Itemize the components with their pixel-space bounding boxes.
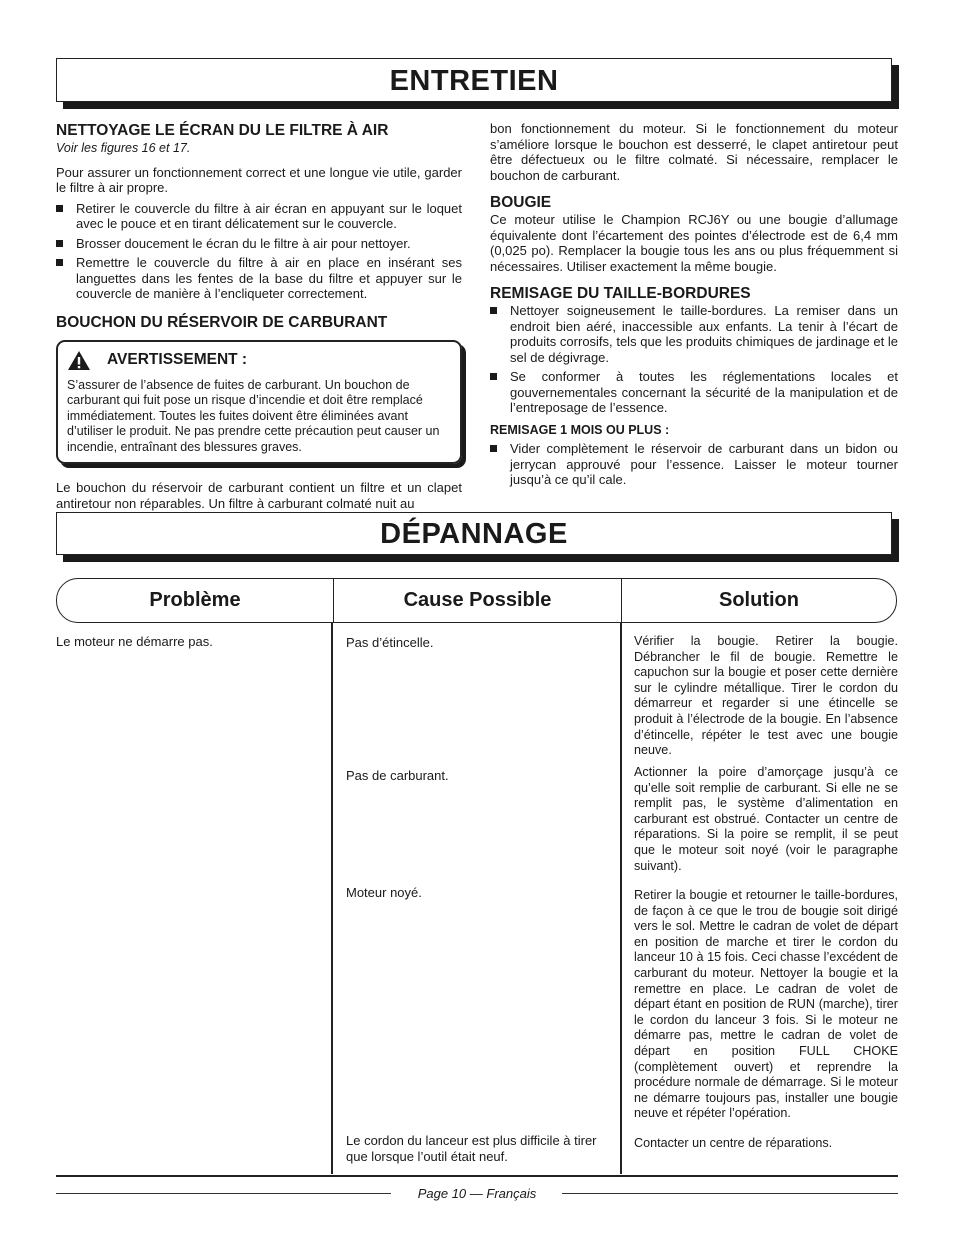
bullet-square-icon bbox=[56, 240, 63, 247]
list-item: Remettre le couvercle du filtre à air en place en insérant ses languettes dans les fentes de la base du filtre et appuyer sur le couvercle de manière à l’encliqueter correctement. bbox=[56, 255, 462, 302]
list-item: Vider complètement le réservoir de carburant dans un bidon ou jerrycan approuvé pour l’essence. Laisser le moteur tourner jusqu’à ce qu’il cale. bbox=[490, 441, 898, 488]
storage-steps bbox=[490, 303, 898, 416]
list-item: Nettoyer soigneusement le taille-bordures. La remiser dans un endroit bien aéré, inaccessible aux enfants. La tenir à l’écart de produits corrosifs, tels que les produits chimiques de jardinage et le sel de dégivrage. bbox=[490, 303, 898, 365]
problem-cell: Le moteur ne démarre pas. bbox=[56, 634, 213, 649]
storage-month-steps bbox=[490, 441, 898, 488]
warning-title: AVERTISSEMENT : bbox=[107, 351, 248, 369]
list-item: Brosser doucement le écran du le filtre à air pour nettoyer. bbox=[56, 236, 462, 252]
solution-cell: Contacter un centre de réparations. bbox=[634, 1136, 833, 1150]
figure-reference: Voir les figures 16 et 17. bbox=[56, 141, 191, 155]
warning-text: S’assurer de l’absence de fuites de carburant. Un bouchon de carburant qui fuit pose un risque d’incendie et doit être remplacé immédiatement. Toutes les fuites doivent être éliminées avant d’utiliser le produit. Ne pas prendre cette précaution peut causer un incendie, entraînant des blessures graves. bbox=[67, 377, 440, 454]
left-column bbox=[56, 122, 462, 511]
solution-cell: Vérifier la bougie. Retirer la bougie. Débrancher le fil de bougie. Remettre le capuchon sur la bougie et poser cette dernière sur le cylindre métallique. Tirer le cordon du démarreur et regarder si une étincelle se produit à l’électrode de la bougie. En l’absence d’étincelle, répéter le test avec une bougie neuve. bbox=[634, 634, 898, 758]
filter-heading: NETTOYAGE LE ÉCRAN DU LE FILTRE À AIR bbox=[56, 122, 389, 139]
spark-plug-text: Ce moteur utilise le Champion RCJ6Y ou une bougie d’allumage équivalente dont l’écartement des pointes d’électrode est de 6,4 mm (0,025 po). Remplacer la bougie tous les ans ou plus fréquemment si nécessaires. Utiliser exactement la même bougie. bbox=[490, 212, 898, 274]
fuel-cap-heading: BOUCHON DU RÉSERVOIR DE CARBURANT bbox=[56, 313, 388, 331]
bullet-square-icon bbox=[56, 205, 63, 212]
cause-cell: Le cordon du lanceur est plus difficile à tirer que lorsque l’outil était neuf. bbox=[346, 1133, 597, 1164]
column-header-solution: Solution bbox=[719, 589, 799, 611]
bullet-square-icon bbox=[490, 445, 497, 452]
storage-month-heading: REMISAGE 1 MOIS OU PLUS : bbox=[490, 422, 670, 437]
troubleshooting-table-header bbox=[56, 578, 897, 623]
cause-cell: Moteur noyé. bbox=[346, 885, 422, 900]
filter-intro: Pour assurer un fonctionnement correct et une longue vie utile, garder le filtre à air propre. bbox=[56, 164, 462, 195]
table-bottom-rule bbox=[56, 1175, 898, 1177]
bullet-square-icon bbox=[56, 259, 63, 266]
column-header-cause: Cause Possible bbox=[334, 579, 622, 622]
right-column bbox=[490, 121, 898, 488]
bullet-square-icon bbox=[490, 373, 497, 380]
solution-cell: Actionner la poire d’amorçage jusqu’à ce qu’elle soit remplie de carburant. Si elle ne se remplit pas, le système d’alimentation en carburant est obstrué. Contacter un centre de réparations. Si la poire se remplit, il se peut que le moteur soit noyé (voir le paragraphe suivant). bbox=[634, 765, 898, 873]
storage-heading: REMISAGE DU TAILLE-BORDURES bbox=[490, 285, 751, 302]
warning-box bbox=[56, 340, 462, 465]
cause-cell: Pas d’étincelle. bbox=[346, 635, 434, 650]
page-footer: Page 10 — Français bbox=[417, 1186, 537, 1201]
bullet-square-icon bbox=[490, 307, 497, 314]
column-divider bbox=[331, 623, 333, 1174]
column-header-probleme: Problème bbox=[57, 579, 334, 622]
column-divider bbox=[620, 623, 622, 1174]
section-title-entretien: ENTRETIEN bbox=[56, 58, 892, 102]
list-item: Retirer le couvercle du filtre à air écran en appuyant sur le loquet avec le pouce et en tirant délicatement sur le couvercle. bbox=[56, 201, 462, 232]
warning-triangle-icon bbox=[67, 350, 91, 371]
list-item: Se conformer à toutes les réglementations locales et gouvernementales concernant la sécurité de la manipulation et de l’entreposage de l’essence. bbox=[490, 369, 898, 416]
cause-cell: Pas de carburant. bbox=[346, 768, 449, 783]
spark-plug-heading: BOUGIE bbox=[490, 194, 552, 211]
section-title-depannage: DÉPANNAGE bbox=[56, 512, 892, 555]
fuel-cap-text: Le bouchon du réservoir de carburant contient un filtre et un clapet antiretour non réparables. Un filtre à carburant colmaté nuit au bbox=[56, 480, 462, 511]
solution-cell: Retirer la bougie et retourner le taille-bordures, de façon à ce que le trou de bougie soit dirigé vers le sol. Mettre le cadran de volet de départ en position de marche et tirer le cordon du lanceur 10 à 15 fois. Ceci chasse l’excédent de carburant du moteur. Nettoyer la bougie et la remettre en place. Le cadran de volet de départ étant en position de RUN (marche), tirer le cordon du lanceur 3 fois. Si le moteur ne démarre pas, mettre le cadran de volet de départ en position FULL CHOKE (complètement ouvert) et reprendre la procédure normale de démarrage. Si le moteur ne démarre toujours pas, installer une bougie neuve et répéter l’opération. bbox=[634, 888, 898, 1121]
filter-steps bbox=[56, 201, 462, 302]
fuel-cap-text-continued: bon fonctionnement du moteur. Si le fonctionnement du moteur s’améliore lorsque le bouchon est desserré, le clapet antiretour peut être défectueux ou le filtre colmaté. Si nécessaire, remplacer le bouchon de carburant. bbox=[490, 121, 898, 183]
